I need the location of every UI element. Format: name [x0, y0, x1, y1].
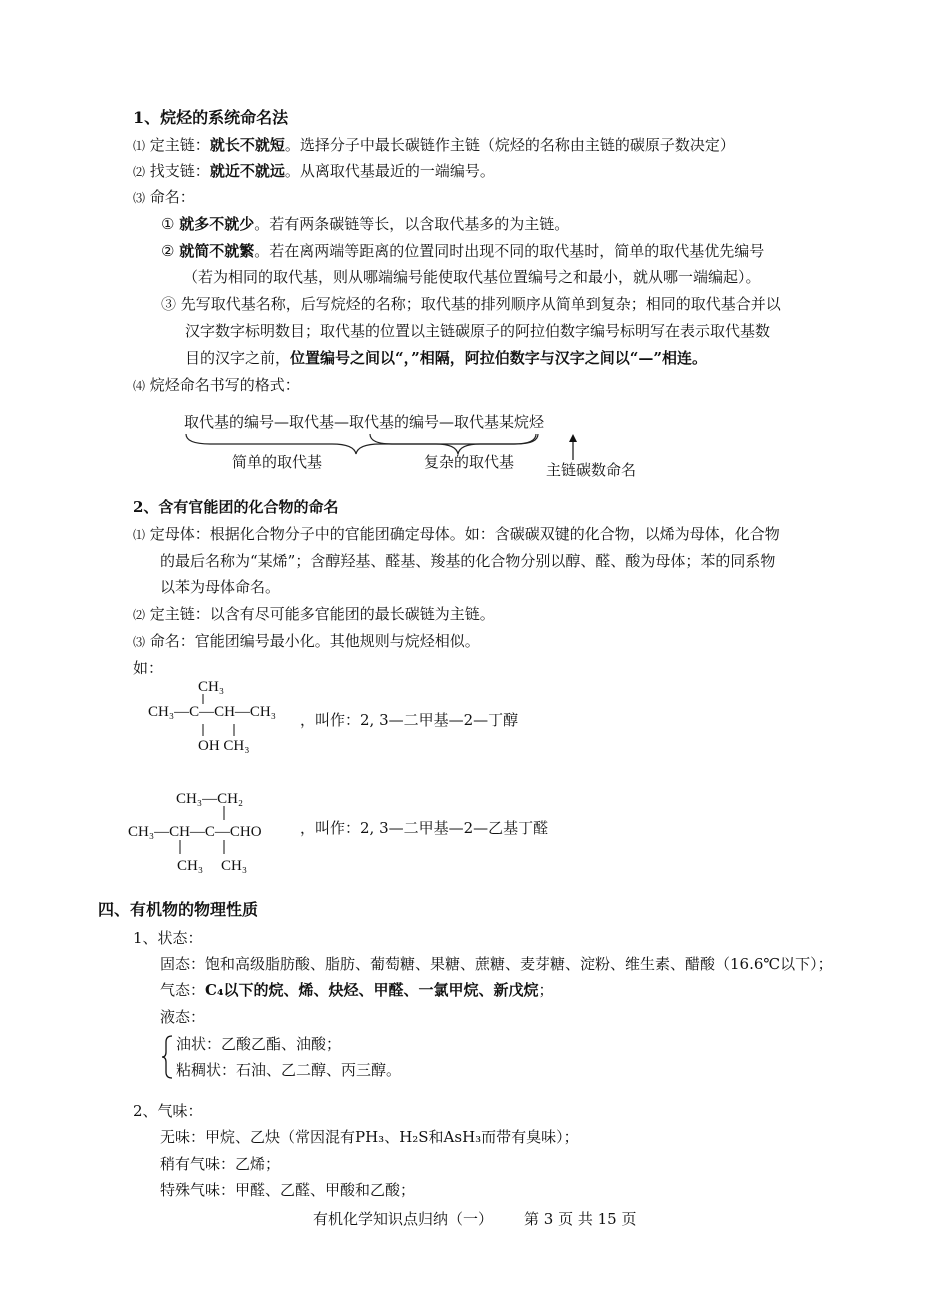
item-number: ⑶	[133, 191, 146, 205]
gas-label: 气态：	[160, 981, 206, 999]
rule-parent-line2: 的最后名称为“某烯”；含醇羟基、醛基、羧基的化合物分别以醇、醛、酸为母体；苯的同系物	[160, 552, 776, 570]
struct1-name: ，叫作：2, 3—二甲基—2—丁醇	[300, 711, 519, 729]
sub-keyword: 位置编号之间以“，”相隔，阿拉伯数字与汉字之间以“—”相连。	[290, 349, 708, 367]
item-number: ⑴	[133, 139, 146, 153]
rule-naming-2	[133, 631, 480, 652]
state-title: 1、状态：	[133, 929, 203, 947]
rule-branch	[133, 161, 495, 182]
gas-list: C₄以下的烷、烯、炔烃、甲醛、一氯甲烷、新戊烷	[205, 981, 539, 999]
section-title-functional-group: 2、含有官能团的化合物的命名	[133, 498, 339, 516]
example-label: 如：	[133, 659, 164, 677]
item-number: ⑵	[133, 165, 146, 179]
sub-number: ①	[161, 215, 175, 233]
sub-rule-3	[161, 294, 781, 314]
struct1-main-chain: CH₃—C—CH—CH₃	[148, 704, 276, 720]
sub-rule-2-line2: （若为相同的取代基，则从哪端编号能使取代基位置编号之和最小，就从哪一端编起）。	[183, 268, 761, 286]
footer-page-number: 第 3 页 共 15 页	[524, 1210, 637, 1228]
arrow-label: 主链碳数命名	[546, 461, 637, 479]
item-number: ⑴	[133, 528, 146, 542]
sub-text: 。若在离两端等距离的位置同时出现不同的取代基时，简单的取代基优先编号	[254, 242, 765, 260]
sub-number: ③	[161, 295, 177, 313]
item-number: ⑶	[133, 635, 146, 649]
rule-keyword: 就近不就远	[209, 162, 285, 180]
section-title-alkane-naming: 1、烷烃的系统命名法	[133, 108, 289, 127]
brace-label-complex: 复杂的取代基	[424, 453, 515, 471]
state-liquid-label: 液态：	[160, 1008, 206, 1026]
rule-label: 定主链：	[149, 136, 210, 154]
item-number: ⑵	[133, 608, 146, 622]
naming-format-line: 取代基的编号—取代基—取代基的编号—取代基某烷烃	[184, 413, 545, 431]
sub-rule-3-line2: 汉字数字标明数目；取代基的位置以主链碳原子的阿拉伯数字编号标明写在表示取代基数	[185, 322, 771, 340]
smell-slight: 稍有气味：乙烯；	[160, 1155, 281, 1173]
rule-parent-line3: 以苯为母体命名。	[160, 578, 281, 596]
arrow-up-icon	[566, 434, 580, 460]
struct2-bottom-left: CH₃	[177, 858, 204, 874]
rule-label: 命名：	[149, 188, 195, 206]
smell-special: 特殊气味：甲醛、乙醛、甲酸和乙酸；	[160, 1181, 416, 1199]
sub-rule-1	[161, 214, 569, 234]
rule-parent	[133, 524, 780, 545]
sub-rule-2	[161, 241, 764, 261]
rule-text: 。从离取代基最近的一端编号。	[284, 162, 495, 180]
gas-end: ；	[538, 981, 554, 999]
sub-text: 先写取代基名称，后写烷烃的名称；取代基的排列顺序从简单到复杂；相同的取代基合并以	[180, 295, 781, 313]
struct2-top-group: CH₃—CH₂	[176, 791, 244, 807]
struct2-main-chain: CH₃—CH—C—CHO	[128, 824, 262, 840]
struct2-bottom-right: CH₃	[221, 858, 248, 874]
rule-main-chain	[133, 135, 735, 156]
sub-rule-3-line3	[185, 348, 707, 368]
struct2-name: ，叫作：2, 3—二甲基—2—乙基丁醛	[300, 819, 549, 837]
struct1-top-group: CH₃	[198, 679, 225, 695]
smell-title: 2、气味：	[133, 1102, 203, 1120]
rule-text: 定母体：根据化合物分子中的官能团确定母体。如：含碳碳双键的化合物，以烯为母体，化合物	[149, 525, 780, 543]
rule-text: 定主链：以含有尽可能多官能团的最长碳链为主链。	[149, 605, 495, 623]
sub-keyword: 就简不就繁	[179, 242, 255, 260]
rule-naming	[133, 187, 195, 208]
footer-title: 有机化学知识点归纳（一）	[313, 1210, 494, 1228]
sub-keyword: 就多不就少	[179, 215, 255, 233]
rule-main-chain-2	[133, 604, 495, 625]
smell-odorless: 无味：甲烷、乙炔（常因混有PH₃、H₂S和AsH₃而带有臭味）；	[160, 1128, 579, 1146]
sub-number: ②	[161, 242, 175, 260]
rule-text: 命名：官能团编号最小化。其他规则与烷烃相似。	[149, 632, 480, 650]
item-number: ⑷	[133, 379, 146, 393]
brace-right	[370, 434, 538, 454]
rule-keyword: 就长不就短	[209, 136, 285, 154]
rule-text: 。选择分子中最长碳链作主链（烷烃的名称由主链的碳原子数决定）	[284, 136, 735, 154]
liquid-oily: 油状：乙酸乙酯、油酸；	[176, 1035, 342, 1053]
rule-format	[133, 375, 300, 396]
rule-label: 找支链：	[149, 162, 210, 180]
state-solid: 固态：饱和高级脂肪酸、脂肪、葡萄糖、果糖、蔗糖、麦芽糖、淀粉、维生素、醋酸（16.6℃以下）；	[160, 955, 833, 973]
sub-text: 目的汉字之前，	[185, 349, 291, 367]
section-title-physical-properties: 四、有机物的物理性质	[98, 900, 259, 919]
state-gas	[160, 980, 554, 1000]
curly-brace-icon	[160, 1034, 174, 1080]
liquid-viscous: 粘稠状：石油、乙二醇、丙三醇。	[176, 1061, 402, 1079]
brace-label-simple: 简单的取代基	[232, 453, 323, 471]
sub-text: 。若有两条碳链等长，以含取代基多的为主链。	[254, 215, 570, 233]
struct1-bottom-groups: OH CH₃	[198, 738, 250, 754]
rule-label: 烷烃命名书写的格式：	[149, 376, 300, 394]
